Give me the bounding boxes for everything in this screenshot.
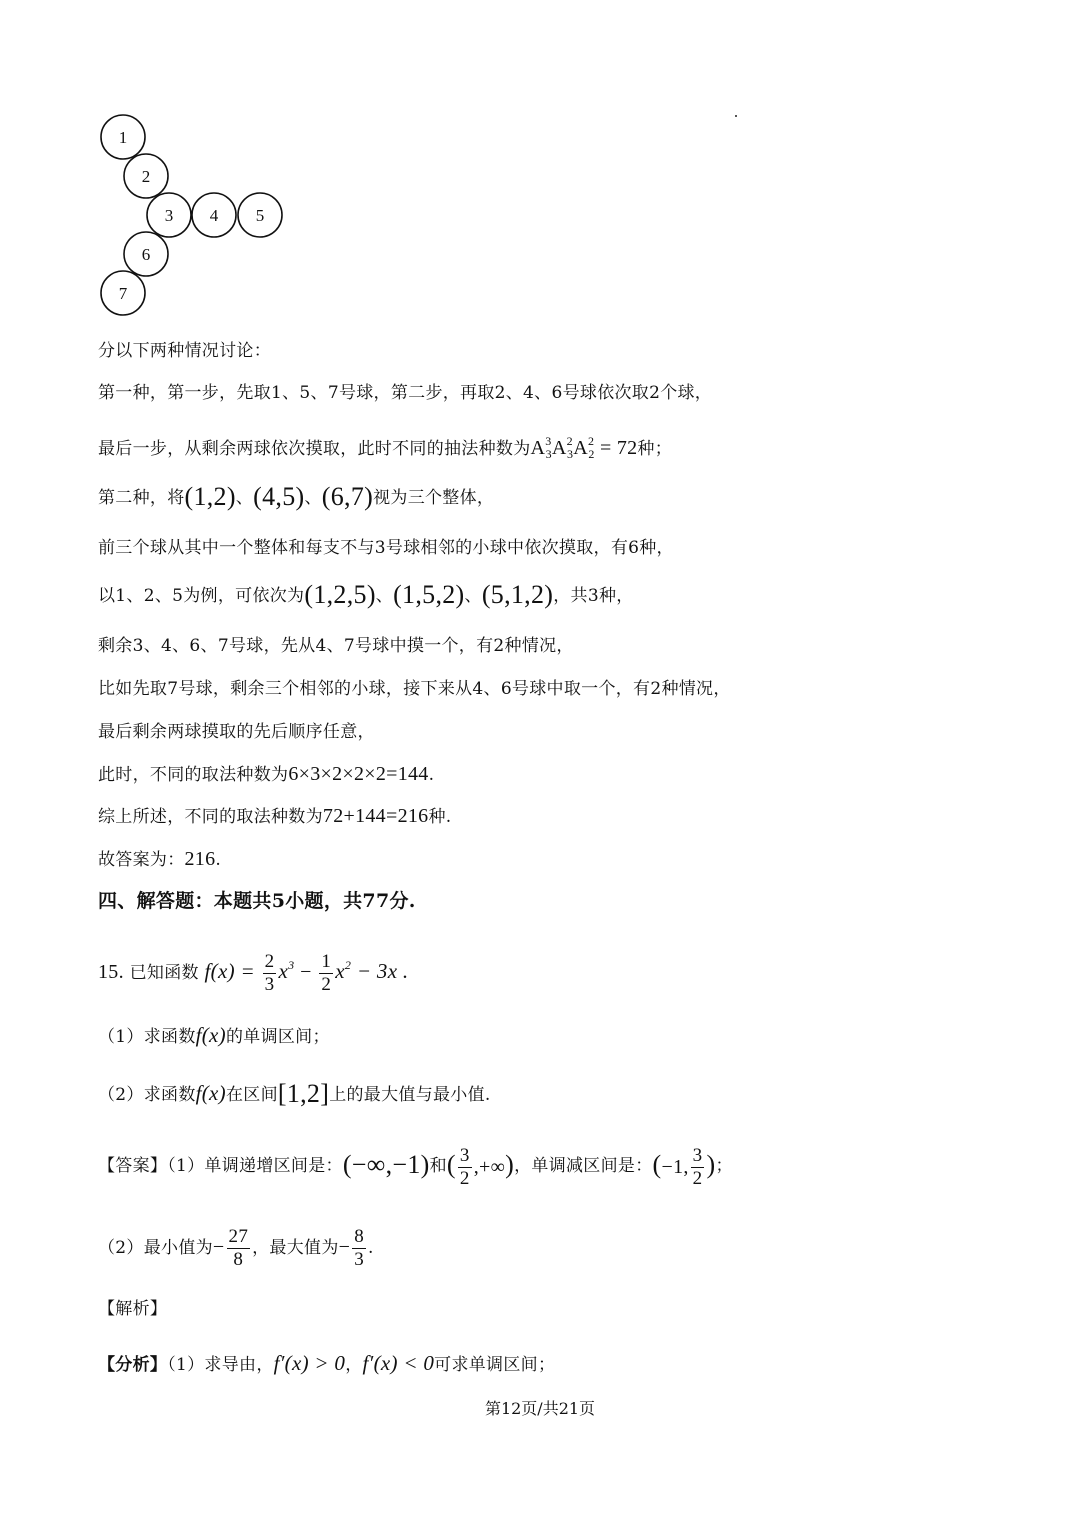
q15-part1 — [98, 1022, 330, 1050]
case2-line1-b: 视为三个整体， — [373, 488, 495, 508]
case2-product: 6×3×2×2×2=144 — [288, 763, 429, 785]
q15-frac-2-3: $\frac{2}{3}$ — [264, 951, 275, 995]
fenxi-sep: ， — [345, 1355, 363, 1375]
ball-arrangement-diagram — [96, 110, 296, 325]
q15-frac-1-2: $\frac{1}{2}$ — [321, 951, 332, 995]
dec-interval: (−1, $\frac{3}{2}$ ) — [652, 1144, 716, 1189]
answer-line1 — [98, 1140, 733, 1192]
svg-text:1: 1 — [118, 128, 128, 147]
q15-term3: − 3x . — [356, 959, 409, 983]
q15-part1-a: （1）求函数 — [98, 1027, 196, 1047]
summary-sum: 72+144=216 — [322, 805, 429, 827]
svg-text:5: 5 — [255, 206, 265, 225]
solution-intro: 分以下两种情况讨论： — [98, 341, 271, 361]
order-2: (1,5,2) — [393, 580, 465, 609]
summary-line — [98, 803, 451, 830]
summary-b: 种. — [428, 807, 452, 827]
group-2: (4,5) — [253, 482, 305, 511]
ball-6 — [124, 232, 168, 276]
case2-line1-a: 第二种，将 — [98, 488, 185, 508]
fenxi-line — [98, 1350, 555, 1378]
answer-and: 和 — [429, 1156, 447, 1176]
case2-line3-a: 以1、2、5为例，可依次为 — [98, 586, 305, 606]
answer-p1-a: （1）单调递增区间是： — [167, 1156, 343, 1176]
order-1: (1,2,5) — [304, 580, 376, 609]
order-3: (5,1,2) — [481, 580, 554, 609]
q15-part1-f: f(x) — [195, 1023, 226, 1047]
answer-p1-end: ； — [715, 1156, 733, 1176]
q15-number: 15. — [98, 961, 124, 983]
q15-part1-b: 的单调区间； — [225, 1027, 330, 1047]
answer-p2-a: （2）最小值为 — [98, 1238, 213, 1258]
case2-line3: 以1、2、5为例，可依次为(1,2,5)、(1,5,2)、(5,1,2)，共3种， — [98, 580, 634, 609]
final-answer-value: 216 — [184, 848, 216, 870]
q15-minus: − — [300, 961, 312, 983]
case2-line7: 此时，不同的取法种数为6×3×2×2×2=144. — [98, 763, 435, 785]
scan-speck — [735, 115, 737, 117]
final-answer-label: 故答案为： — [98, 850, 185, 870]
case2-line7-a: 此时，不同的取法种数为 — [98, 765, 289, 785]
case2-line3-b: ，共3种， — [553, 586, 634, 606]
final-answer-line: 故答案为：216. — [98, 848, 222, 870]
q15-part2-a: （2）求函数 — [98, 1085, 196, 1105]
q15-interval: [1,2] — [277, 1079, 330, 1108]
answer-line2: （2）最小值为− $\frac{27}{8}$ ，最大值为− $\frac{8}{3}$ . — [98, 1226, 374, 1270]
case2-line1: 第二种，将(1,2)、(4,5)、(6,7)视为三个整体， — [98, 482, 495, 511]
fenxi-b: 可求单调区间； — [434, 1355, 556, 1375]
q15-part2-f: f(x) — [195, 1081, 226, 1105]
case1-unit: 种； — [637, 439, 673, 459]
svg-text:2: 2 — [141, 167, 151, 186]
svg-text:6: 6 — [141, 245, 151, 264]
fenxi-tag: 【分析】 — [98, 1355, 168, 1375]
case1-line2-text: 最后一步，从剩余两球依次摸取，此时不同的抽法种数为 — [98, 439, 531, 459]
arrangement-product: $A^3_3A^2_3A^2_2 = 72$ — [530, 434, 638, 461]
case2-line4: 剩余3、4、6、7号球，先从4、7号球中摸一个，有2种情况， — [98, 636, 574, 656]
derivative-positive: f′(x) > 0 — [273, 1351, 346, 1375]
answer-p2-end: . — [368, 1238, 374, 1258]
q15-stem — [98, 940, 408, 998]
case2-line5: 比如先取7号球，剩余三个相邻的小球，接下来从4、6号球中取一个，有2种情况， — [98, 679, 731, 699]
svg-text:7: 7 — [118, 284, 128, 303]
q15-part2 — [98, 1080, 491, 1108]
ball-5 — [238, 193, 282, 237]
answer-p2-b: ，最大值为 — [252, 1238, 339, 1258]
case1-line1: 第一种，第一步，先取1、5、7号球，第二步，再取2、4、6号球依次取2个球， — [98, 383, 713, 403]
answer-tag: 【答案】 — [98, 1156, 168, 1176]
summary-a: 综上所述，不同的取法种数为 — [98, 807, 323, 827]
q15-part2-b: 在区间 — [225, 1085, 278, 1105]
svg-text:3: 3 — [164, 206, 174, 225]
q15-func-name: f(x) = — [204, 959, 255, 983]
ball-1 — [101, 115, 145, 159]
fenxi-a: （1）求导由， — [167, 1355, 274, 1375]
inc-interval-2: ( $\frac{3}{2}$ ,+∞) — [446, 1144, 515, 1189]
q15-stem-text: 已知函数 — [129, 963, 199, 983]
case2-line2: 前三个球从其中一个整体和每支不与3号球相邻的小球中依次摸取，有6种， — [98, 538, 674, 558]
page-footer: 第12页/共21页 — [484, 1399, 596, 1418]
ball-3 — [147, 193, 191, 237]
q15-term1: $x^3$ — [278, 958, 295, 983]
q15-term2: $x^2$ — [335, 958, 352, 983]
case1-result: = 72 — [599, 437, 638, 459]
section-4-title: 四、解答题：本题共5小题，共77分. — [98, 890, 416, 912]
max-value: $\frac{8}{3}$ — [354, 1226, 365, 1270]
inc-interval-1: (−∞,−1) — [342, 1150, 430, 1179]
case1-line2 — [98, 428, 672, 467]
ball-7 — [101, 271, 145, 315]
svg-text:4: 4 — [209, 206, 219, 225]
min-value: $\frac{27}{8}$ — [228, 1226, 249, 1270]
ball-4 — [192, 193, 236, 237]
case2-line6: 最后剩余两球摸取的先后顺序任意， — [98, 722, 375, 742]
derivative-negative: f′(x) < 0 — [362, 1351, 435, 1375]
analysis-tag: 【解析】 — [98, 1299, 168, 1319]
q15-part2-c: 上的最大值与最小值. — [329, 1085, 491, 1105]
group-3: (6,7) — [321, 482, 374, 511]
answer-p1-b: ，单调减区间是： — [514, 1156, 653, 1176]
ball-2 — [124, 154, 168, 198]
group-1: (1,2) — [184, 482, 236, 511]
